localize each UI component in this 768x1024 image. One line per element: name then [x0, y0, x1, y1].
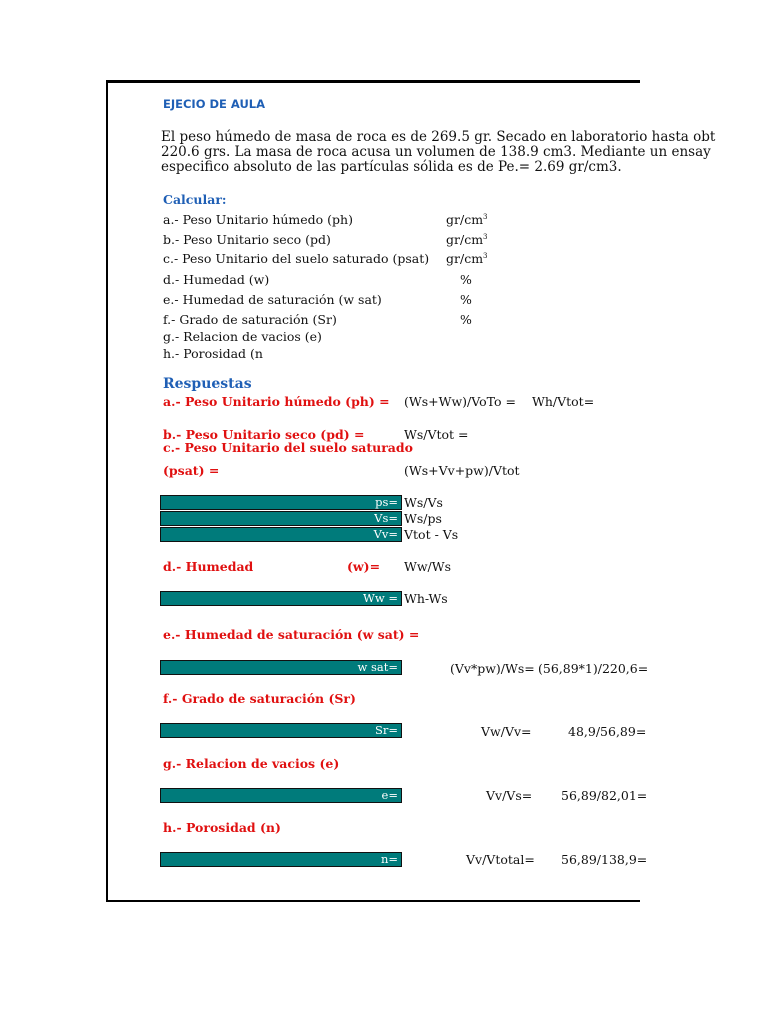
answer-a-label: a.- Peso Unitario húmedo (ph) = — [163, 394, 390, 409]
answer-c-formula: (Ws+Vv+pw)/Vtot — [404, 463, 520, 478]
exercise-title: EJECIO DE AULA — [163, 97, 266, 111]
calc-item-c: c.- Peso Unitario del suelo saturado (psat) — [163, 251, 430, 266]
calc-item-h: h.- Porosidad (n — [163, 346, 263, 361]
answer-e-label: e.- Humedad de saturación (w sat) = — [163, 627, 420, 642]
answer-g-value: 56,89/82,01= — [561, 788, 648, 803]
calcular-heading: Calcular: — [163, 192, 227, 207]
answer-e-value: (56,89*1)/220,6= — [538, 661, 649, 676]
answer-h-value: 56,89/138,9= — [561, 852, 648, 867]
calc-unit-e: % — [460, 292, 472, 307]
calc-item-e: e.- Humedad de saturación (w sat) — [163, 292, 382, 307]
ps-formula: Ws/Vs — [404, 495, 443, 510]
calc-item-d: d.- Humedad (w) — [163, 272, 270, 287]
ww-cell: Ww = — [160, 591, 402, 606]
answer-f-formula: Vw/Vv= — [481, 724, 532, 739]
calc-unit-d: % — [460, 272, 472, 287]
vs-cell: Vs= — [160, 511, 402, 526]
answer-f-label: f.- Grado de saturación (Sr) — [163, 691, 356, 706]
calc-item-a: a.- Peso Unitario húmedo (ph) — [163, 212, 353, 227]
answer-a-formula-1: (Ws+Ww)/VoTo = — [404, 394, 516, 409]
calc-unit-b: $gr/cm^3$ — [446, 232, 488, 247]
sr-cell: Sr= — [160, 723, 402, 738]
vs-formula: Ws/ps — [404, 511, 442, 526]
problem-line-3: especifico absoluto de las partículas sólida es de Pe.= 2.69 gr/cm3. — [161, 159, 622, 175]
calc-item-f: f.- Grado de saturación (Sr) — [163, 312, 337, 327]
answer-b-label: b.- Peso Unitario seco (pd) = — [163, 427, 365, 442]
answer-c-label-top: c.- Peso Unitario del suelo saturado — [163, 440, 413, 455]
calc-unit-a: $gr/cm^3$ — [446, 212, 488, 227]
answer-c-label: (psat) = — [163, 463, 220, 478]
answer-d-label: d.- Humedad — [163, 559, 254, 574]
answer-a-formula-2: Wh/Vtot= — [532, 394, 595, 409]
ps-cell: ps= — [160, 495, 402, 510]
e-cell: e= — [160, 788, 402, 803]
calc-item-g: g.- Relacion de vacios (e) — [163, 329, 322, 344]
calc-unit-c: $gr/cm^3$ — [446, 251, 488, 266]
answer-d-formula: Ww/Ws — [404, 559, 452, 574]
calc-item-b: b.- Peso Unitario seco (pd) — [163, 232, 331, 247]
answer-h-formula: Vv/Vtotal= — [466, 852, 535, 867]
problem-line-1: El peso húmedo de masa de roca es de 269.5 gr. Secado en laboratorio hasta obt — [161, 129, 716, 145]
respuestas-heading: Respuestas — [163, 376, 252, 392]
answer-e-formula: (Vv*pw)/Ws= — [450, 661, 535, 676]
answer-g-formula: Vv/Vs= — [486, 788, 533, 803]
vv-cell: Vv= — [160, 527, 402, 542]
answer-f-value: 48,9/56,89= — [568, 724, 647, 739]
ww-formula: Wh-Ws — [404, 591, 448, 606]
wsat-cell: w sat= — [160, 660, 402, 675]
answer-h-label: h.- Porosidad (n) — [163, 820, 281, 835]
answer-g-label: g.- Relacion de vacios (e) — [163, 756, 340, 771]
answer-d-w: (w)= — [347, 559, 381, 574]
n-cell: n= — [160, 852, 402, 867]
answer-b-formula: Ws/Vtot = — [404, 427, 469, 442]
vv-formula: Vtot - Vs — [404, 527, 459, 542]
problem-line-2: 220.6 grs. La masa de roca acusa un volumen de 138.9 cm3. Mediante un ensay — [161, 144, 711, 160]
worksheet — [106, 80, 716, 902]
calc-unit-f: % — [460, 312, 472, 327]
